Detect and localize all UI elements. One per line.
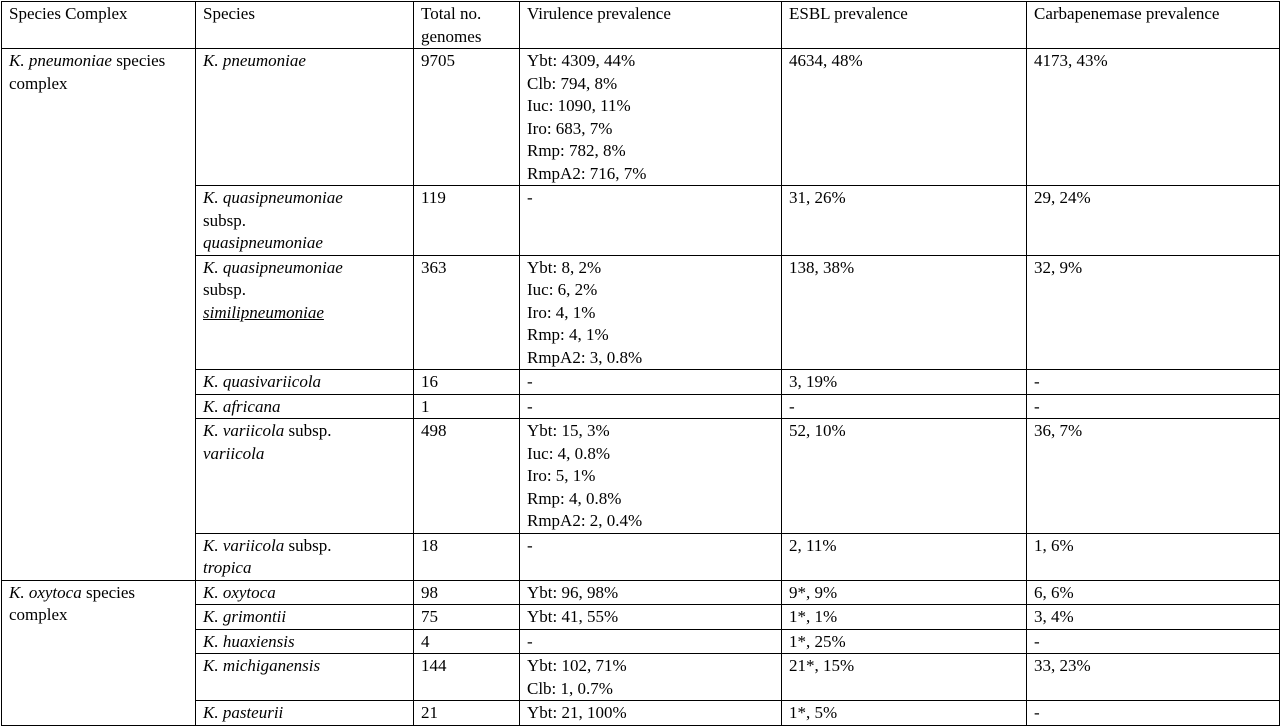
virulence-cell [520,419,782,534]
total-genomes-cell: 98 [414,580,520,605]
esbl-cell: 9*, 9% [782,580,1027,605]
esbl-cell: 1*, 5% [782,701,1027,726]
virulence-entry: - [527,631,533,651]
header-row [2,2,1280,49]
virulence-cell [520,255,782,370]
total-genomes-cell: 1 [414,394,520,419]
species-name-part: K. quasipneumoniae [203,257,343,277]
species-name-part: K. variicola [203,535,285,555]
carbapenemase-cell: - [1027,629,1280,654]
virulence-entry: Ybt: 96, 98% [527,582,619,602]
virulence-cell [520,605,782,630]
species-cell [196,629,414,654]
species-cell [196,255,414,370]
table-row [2,49,1280,186]
total-genomes-cell: 21 [414,701,520,726]
virulence-entry: Iuc: 1090, 11% [527,96,631,115]
species-name-line [203,655,407,678]
esbl-cell: 1*, 1% [782,605,1027,630]
species-name-line [203,302,407,325]
virulence-entry: - [527,372,533,391]
species-complex-cell [2,580,196,725]
virulence-entry: Iro: 4, 1% [527,302,596,322]
species-cell [196,419,414,534]
virulence-cell [520,580,782,605]
virulence-cell [520,186,782,256]
virulence-entry: RmpA2: 716, 7% [527,163,647,183]
species-cell [196,186,414,256]
species-complex-cell [2,49,196,581]
virulence-cell [520,654,782,701]
esbl-cell: 21*, 15% [782,654,1027,701]
virulence-entry: Iro: 683, 7% [527,118,613,138]
species-cell [196,370,414,395]
species-name-line [203,582,407,605]
species-cell [196,654,414,701]
total-genomes-cell: 4 [414,629,520,654]
virulence-entry: Ybt: 4309, 44% [527,51,636,70]
species-name-line [203,420,407,443]
species-cell [196,701,414,726]
species-name-line [203,631,407,654]
virulence-cell [520,49,782,186]
carbapenemase-cell: 4173, 43% [1027,49,1280,186]
species-name-line [203,606,407,629]
header-total-genomes: Total no. genomes [414,2,520,49]
virulence-entry: Ybt: 8, 2% [527,257,602,277]
virulence-entry: Ybt: 41, 55% [527,607,619,626]
carbapenemase-cell: - [1027,394,1280,419]
carbapenemase-cell: 29, 24% [1027,186,1280,256]
species-name-suffix: subsp. [284,535,332,555]
header-virulence-prevalence: Virulence prevalence [520,2,782,49]
esbl-cell: 1*, 25% [782,629,1027,654]
species-name-line [203,232,407,255]
species-cell [196,533,414,580]
species-name-line [203,257,407,280]
species-cell [196,605,414,630]
species-name-part: quasipneumoniae [203,233,323,252]
species-name-part: subsp. [203,210,246,230]
carbapenemase-cell: 1, 6% [1027,533,1280,580]
species-cell [196,49,414,186]
header-carbapenemase-prevalence: Carbapenemase prevalence [1027,2,1280,49]
header-species-complex: Species Complex [2,2,196,49]
species-complex-suffix: species complex [9,582,136,624]
total-genomes-cell: 144 [414,654,520,701]
virulence-cell [520,394,782,419]
species-name-line [203,702,407,725]
total-genomes-cell: 75 [414,605,520,630]
species-name-part: K. variicola [203,421,285,440]
virulence-cell [520,701,782,726]
species-name-line [203,50,407,73]
species-name-part: K. quasipneumoniae [203,188,343,207]
carbapenemase-cell: 6, 6% [1027,580,1280,605]
total-genomes-cell: 498 [414,419,520,534]
species-name-line [203,557,407,580]
esbl-cell: 52, 10% [782,419,1027,534]
virulence-entry: Ybt: 15, 3% [527,421,610,440]
total-genomes-cell: 18 [414,533,520,580]
species-name-part: similipneumoniae [203,302,324,322]
species-complex-italic: K. oxytoca [9,582,82,602]
virulence-entry: - [527,188,533,207]
carbapenemase-cell: - [1027,701,1280,726]
species-name-line [203,279,407,302]
species-name-part: tropica [203,558,252,577]
carbapenemase-cell: 33, 23% [1027,654,1280,701]
total-genomes-cell: 363 [414,255,520,370]
carbapenemase-cell: 32, 9% [1027,255,1280,370]
species-name-part: subsp. [203,280,246,299]
virulence-entry: Iuc: 6, 2% [527,280,598,299]
esbl-cell: - [782,394,1027,419]
esbl-cell: 2, 11% [782,533,1027,580]
esbl-cell: 138, 38% [782,255,1027,370]
header-species: Species [196,2,414,49]
esbl-cell: 3, 19% [782,370,1027,395]
virulence-cell [520,370,782,395]
carbapenemase-cell: 36, 7% [1027,419,1280,534]
species-name-part: K. quasivariicola [203,372,322,391]
species-cell [196,580,414,605]
total-genomes-cell: 119 [414,186,520,256]
species-name-line [203,535,407,558]
virulence-entry: Clb: 1, 0.7% [527,678,613,698]
total-genomes-cell: 16 [414,370,520,395]
carbapenemase-cell: 3, 4% [1027,605,1280,630]
species-name-part: K. oxytoca [203,582,276,602]
species-complex-italic: K. pneumoniae [9,51,112,70]
species-name-part: K. huaxiensis [203,631,295,651]
virulence-entry: Clb: 794, 8% [527,73,618,93]
table-row [2,580,1280,605]
species-name-part: K. africana [203,396,281,416]
virulence-cell [520,533,782,580]
carbapenemase-cell: - [1027,370,1280,395]
species-name-line [203,443,407,466]
esbl-cell: 4634, 48% [782,49,1027,186]
virulence-entry: Iro: 5, 1% [527,466,596,485]
species-name-line [203,371,407,394]
virulence-entry: Rmp: 4, 1% [527,325,609,344]
virulence-entry: Ybt: 21, 100% [527,703,627,722]
virulence-entry: Rmp: 782, 8% [527,141,626,160]
virulence-cell [520,629,782,654]
species-name-part: variicola [203,443,265,463]
species-name-line [203,210,407,233]
table-body [2,49,1280,726]
species-name-line [203,396,407,419]
esbl-cell: 31, 26% [782,186,1027,256]
species-name-part: K. grimontii [203,607,287,626]
virulence-entry: Iuc: 4, 0.8% [527,443,611,463]
total-genomes-cell: 9705 [414,49,520,186]
header-esbl-prevalence: ESBL prevalence [782,2,1027,49]
species-table [1,1,1280,726]
species-complex-suffix: species complex [9,51,166,93]
species-name-part: K. michiganensis [203,656,321,675]
species-name-line [203,187,407,210]
species-name-suffix: subsp. [284,421,332,440]
species-name-part: K. pasteurii [203,703,284,722]
virulence-entry: Rmp: 4, 0.8% [527,488,622,508]
virulence-entry: RmpA2: 3, 0.8% [527,347,643,367]
virulence-entry: - [527,396,533,416]
species-name-part: K. pneumoniae [203,51,306,70]
virulence-entry: - [527,535,533,555]
virulence-entry: RmpA2: 2, 0.4% [527,511,643,530]
virulence-entry: Ybt: 102, 71% [527,656,627,675]
species-cell [196,394,414,419]
